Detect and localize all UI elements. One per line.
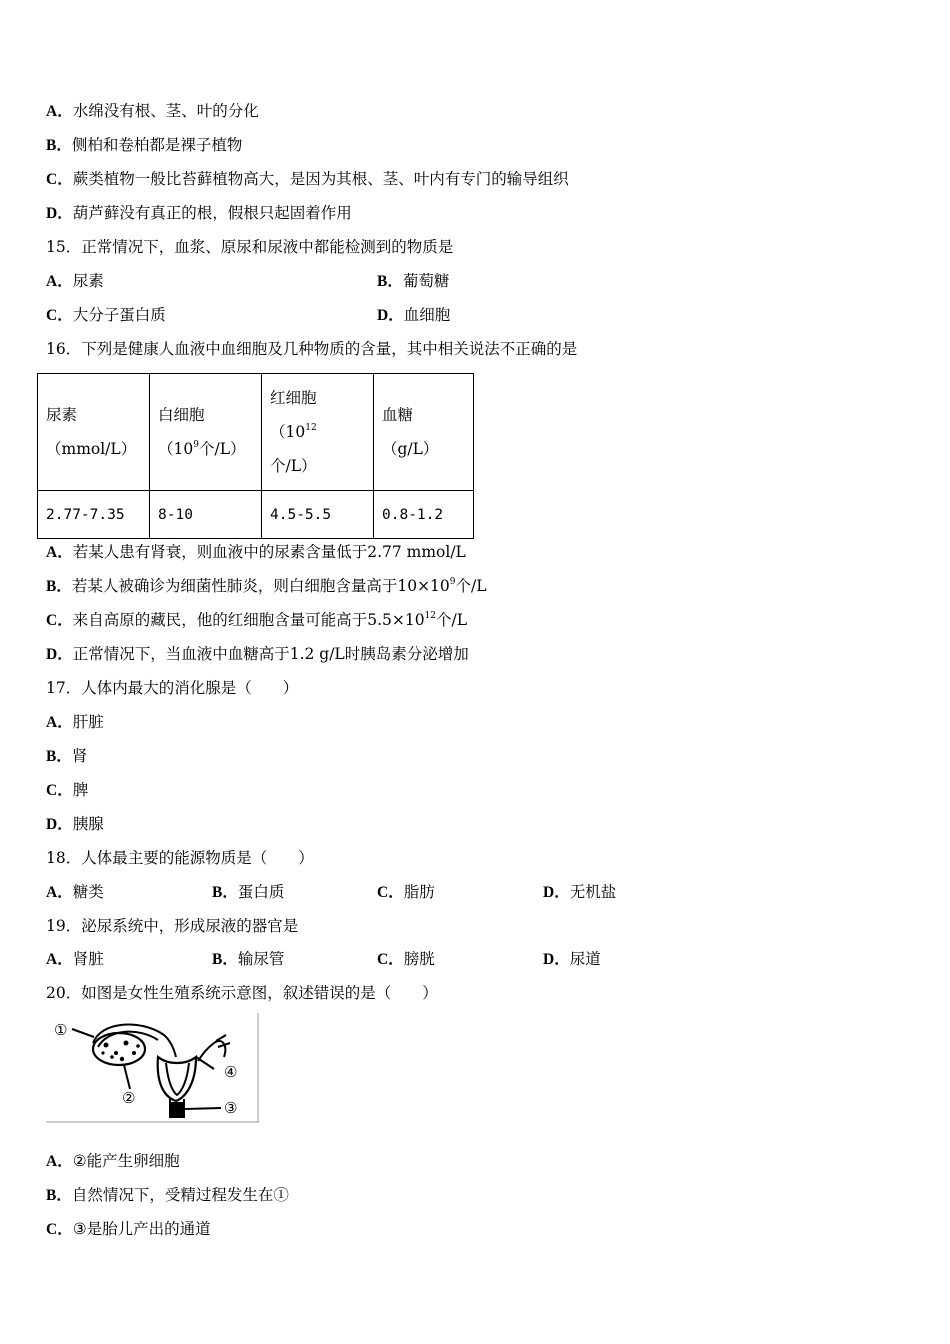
- q15-option-a: A．尿素: [46, 272, 104, 290]
- q16-option-c: C．来自高原的藏民，他的红细胞含量可能高于$5.5\times 10^{12}$个/L: [46, 611, 468, 629]
- q18-option-d: D．无机盐: [543, 883, 617, 901]
- table-row: [38, 491, 474, 539]
- q15-option-c: C．大分子蛋白质: [46, 306, 166, 324]
- q14-option-d: D．葫芦藓没有真正的根，假根只起固着作用: [46, 204, 352, 222]
- q20-stem: 20．如图是女性生殖系统示意图，叙述错误的是（ ）: [46, 984, 438, 1002]
- value-rbc: 4.5-5.5: [262, 491, 374, 539]
- blood-content-table: [37, 373, 474, 539]
- value-glucose: 0.8-1.2: [374, 491, 474, 539]
- q15-stem: 15．正常情况下，血浆、原尿和尿液中都能检测到的物质是: [46, 238, 454, 256]
- q20-option-c: C．③是胎儿产出的通道: [46, 1220, 211, 1238]
- q16-stem: 16．下列是健康人血液中血细胞及几种物质的含量，其中相关说法不正确的是: [46, 340, 578, 358]
- q15-option-b: B．葡萄糖: [377, 272, 450, 290]
- header-glucose: 血糖 （g/L）: [374, 374, 474, 491]
- q19-option-a: A．肾脏: [46, 950, 104, 968]
- figure-label-3: ③: [224, 1099, 238, 1117]
- header-wbc: 白细胞 （$10^9$个/L）: [150, 374, 262, 491]
- value-wbc: 8-10: [150, 491, 262, 539]
- q14-option-a: A．水绵没有根、茎、叶的分化: [46, 102, 259, 120]
- q17-stem: 17．人体内最大的消化腺是（ ）: [46, 679, 299, 697]
- header-rbc: 红细胞 （$10^{12}$ 个/L）: [262, 374, 374, 491]
- figure-label-1: ①: [54, 1021, 68, 1039]
- q17-option-b: B．肾: [46, 747, 88, 765]
- q20-option-b: B．自然情况下，受精过程发生在①: [46, 1186, 289, 1204]
- q17-option-c: C．脾: [46, 781, 89, 799]
- table-header-row: [38, 374, 474, 491]
- q20-option-a: A．②能产生卵细胞: [46, 1152, 180, 1170]
- q16-option-b: B．若某人被确诊为细菌性肺炎，则白细胞含量高于$10\times 10^9$个/L: [46, 577, 487, 595]
- q19-option-d: D．尿道: [543, 950, 601, 968]
- q14-option-c: C．蕨类植物一般比苔藓植物高大，是因为其根、茎、叶内有专门的输导组织: [46, 170, 569, 188]
- q19-option-c: C．膀胱: [377, 950, 435, 968]
- q17-option-d: D．胰腺: [46, 815, 104, 833]
- value-urea: 2.77-7.35: [38, 491, 150, 539]
- q15-option-d: D．血细胞: [377, 306, 451, 324]
- q18-option-c: C．脂肪: [377, 883, 435, 901]
- q19-stem: 19．泌尿系统中，形成尿液的器官是: [46, 917, 299, 935]
- q16-option-d: D．正常情况下，当血液中血糖高于1.2 g/L时胰岛素分泌增加: [46, 645, 469, 663]
- q18-option-b: B．蛋白质: [212, 883, 285, 901]
- q18-stem: 18．人体最主要的能源物质是（ ）: [46, 849, 314, 867]
- q18-option-a: A．糖类: [46, 883, 104, 901]
- q17-option-a: A．肝脏: [46, 713, 104, 731]
- figure-label-4: ④: [224, 1063, 238, 1081]
- q14-option-b: B．侧柏和卷柏都是裸子植物: [46, 136, 243, 154]
- header-urea: 尿素 （mmol/L）: [38, 374, 150, 491]
- q16-option-a: A．若某人患有肾衰，则血液中的尿素含量低于2.77 mmol/L: [46, 543, 466, 561]
- figure-label-2: ②: [122, 1089, 136, 1107]
- q19-option-b: B．输尿管: [212, 950, 285, 968]
- female-reproductive-system-diagram: [46, 1013, 259, 1123]
